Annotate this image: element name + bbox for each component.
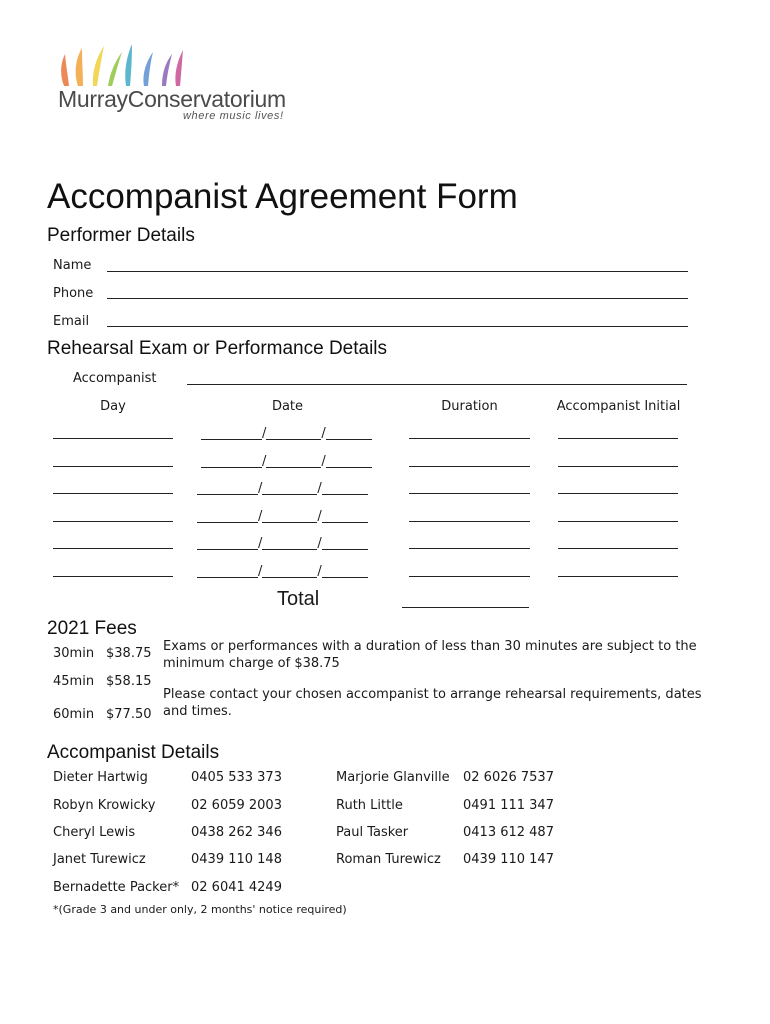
accompanist-initial-field[interactable]: [558, 438, 678, 439]
date-year-segment[interactable]: [326, 426, 372, 440]
date-year-segment[interactable]: [322, 564, 368, 578]
rehearsal-details-heading: Rehearsal Exam or Performance Details: [47, 338, 388, 359]
date-year-segment[interactable]: [322, 509, 368, 523]
contact-accompanist-note: Please contact your chosen accompanist to arrange rehearsal requirements, dates and times.: [163, 687, 702, 719]
date-separator: /: [317, 508, 322, 524]
accompanist-initial-field[interactable]: [558, 493, 678, 494]
total-label: Total: [277, 588, 320, 610]
date-separator: /: [317, 536, 322, 551]
date-field[interactable]: [197, 563, 368, 577]
date-day-segment[interactable]: [201, 426, 262, 440]
date-separator: /: [258, 536, 263, 551]
date-separator: /: [262, 453, 267, 469]
column-header-duration: Duration: [441, 399, 498, 414]
fee-price-30: $38.75: [106, 646, 152, 661]
duration-field[interactable]: [409, 466, 530, 467]
accompanist-name: Ruth Little: [336, 798, 403, 813]
date-month-segment[interactable]: [262, 481, 317, 495]
date-separator: /: [262, 426, 267, 441]
date-day-segment[interactable]: [197, 509, 258, 523]
logo-tagline: where music lives!: [183, 110, 284, 122]
date-day-segment[interactable]: [197, 481, 258, 495]
accompanist-name: Janet Turewicz: [53, 852, 146, 867]
logo-feather-stroke: [61, 54, 69, 86]
date-day-segment[interactable]: [197, 536, 258, 550]
minimum-charge-note: Exams or performances with a duration of less than 30 minutes are subject to the minimum charge of $38.75: [163, 639, 697, 671]
accompanist-phone: 02 6059 2003: [191, 798, 282, 813]
accompanist-name: Robyn Krowicky: [53, 798, 156, 813]
logo-feather-stroke: [162, 54, 172, 86]
column-header-day: Day: [100, 399, 126, 414]
accompanist-name: Cheryl Lewis: [53, 825, 136, 840]
duration-field[interactable]: [409, 493, 530, 494]
accompanist-phone: 0439 110 148: [191, 852, 282, 867]
date-month-segment[interactable]: [266, 454, 321, 468]
date-separator: /: [321, 426, 326, 441]
day-field[interactable]: [53, 576, 173, 577]
day-field[interactable]: [53, 521, 173, 522]
logo-feather-stroke: [108, 52, 122, 86]
accompanist-phone: 0405 533 373: [191, 770, 282, 785]
date-year-segment[interactable]: [322, 536, 368, 550]
accompanist-initial-field[interactable]: [558, 466, 678, 467]
date-separator: /: [317, 481, 322, 496]
logo-wordmark: MurrayConservatorium: [58, 86, 286, 112]
logo-feather-stroke: [143, 52, 153, 86]
day-field[interactable]: [53, 548, 173, 549]
date-field[interactable]: [197, 480, 368, 494]
accompanist-phone: 0438 262 346: [191, 825, 282, 840]
logo-feather-stroke: [175, 50, 183, 86]
logo-feather-stroke: [93, 46, 104, 86]
accompanist-name: Dieter Hartwig: [53, 770, 148, 785]
accompanist-phone: 0413 612 487: [463, 825, 554, 840]
accompanist-initial-field[interactable]: [558, 548, 678, 549]
date-separator: /: [258, 508, 263, 524]
date-year-segment[interactable]: [326, 454, 372, 468]
performer-details-heading: Performer Details: [47, 225, 195, 246]
date-separator: /: [258, 563, 263, 579]
duration-field[interactable]: [409, 548, 530, 549]
accompanist-phone: 02 6026 7537: [463, 770, 554, 785]
accompanist-label: Accompanist: [73, 371, 157, 386]
day-field[interactable]: [53, 438, 173, 439]
footnote: *(Grade 3 and under only, 2 months' notice required): [53, 903, 347, 916]
phone-label: Phone: [53, 286, 94, 301]
day-field[interactable]: [53, 466, 173, 467]
accompanist-name: Paul Tasker: [336, 825, 409, 840]
date-separator: /: [321, 453, 326, 469]
duration-field[interactable]: [409, 438, 530, 439]
duration-field[interactable]: [409, 521, 530, 522]
fee-duration-45: 45min: [53, 674, 95, 689]
name-field[interactable]: [107, 271, 688, 272]
duration-field[interactable]: [409, 576, 530, 577]
accompanist-phone: 02 6041 4249: [191, 880, 282, 895]
date-year-segment[interactable]: [322, 481, 368, 495]
day-field[interactable]: [53, 493, 173, 494]
date-day-segment[interactable]: [197, 564, 258, 578]
date-month-segment[interactable]: [262, 564, 317, 578]
accompanist-initial-field[interactable]: [558, 576, 678, 577]
date-field[interactable]: [201, 425, 372, 439]
accompanist-field[interactable]: [187, 384, 687, 385]
fee-price-45: $58.15: [106, 674, 152, 689]
date-separator: /: [258, 481, 263, 496]
fee-price-60: $77.50: [106, 707, 152, 722]
date-field[interactable]: [197, 508, 368, 522]
total-field[interactable]: [402, 607, 529, 608]
date-day-segment[interactable]: [201, 454, 262, 468]
accompanist-name: Roman Turewicz: [336, 852, 441, 867]
email-field[interactable]: [107, 326, 688, 327]
date-field[interactable]: [197, 535, 368, 549]
accompanist-name: Marjorie Glanville: [336, 770, 450, 785]
date-month-segment[interactable]: [262, 509, 317, 523]
email-label: Email: [53, 314, 90, 329]
date-separator: /: [317, 563, 322, 579]
fee-duration-30: 30min: [53, 646, 95, 661]
accompanist-details-heading: Accompanist Details: [47, 742, 220, 763]
page-title: Accompanist Agreement Form: [47, 177, 518, 216]
fee-duration-60: 60min: [53, 707, 95, 722]
accompanist-name: Bernadette Packer*: [53, 880, 180, 895]
phone-field[interactable]: [107, 298, 688, 299]
date-month-segment[interactable]: [266, 426, 321, 440]
date-field[interactable]: [201, 453, 372, 467]
accompanist-initial-field[interactable]: [558, 521, 678, 522]
logo-feather-stroke: [125, 44, 132, 86]
column-header-accompanist-initial: Accompanist Initial: [556, 399, 681, 414]
fees-heading: 2021 Fees: [47, 618, 137, 639]
accompanist-phone: 0491 111 347: [463, 798, 554, 813]
column-header-date: Date: [271, 399, 304, 414]
name-label: Name: [53, 258, 92, 273]
date-month-segment[interactable]: [262, 536, 317, 550]
accompanist-phone: 0439 110 147: [463, 852, 554, 867]
logo-feather-stroke: [76, 48, 83, 86]
